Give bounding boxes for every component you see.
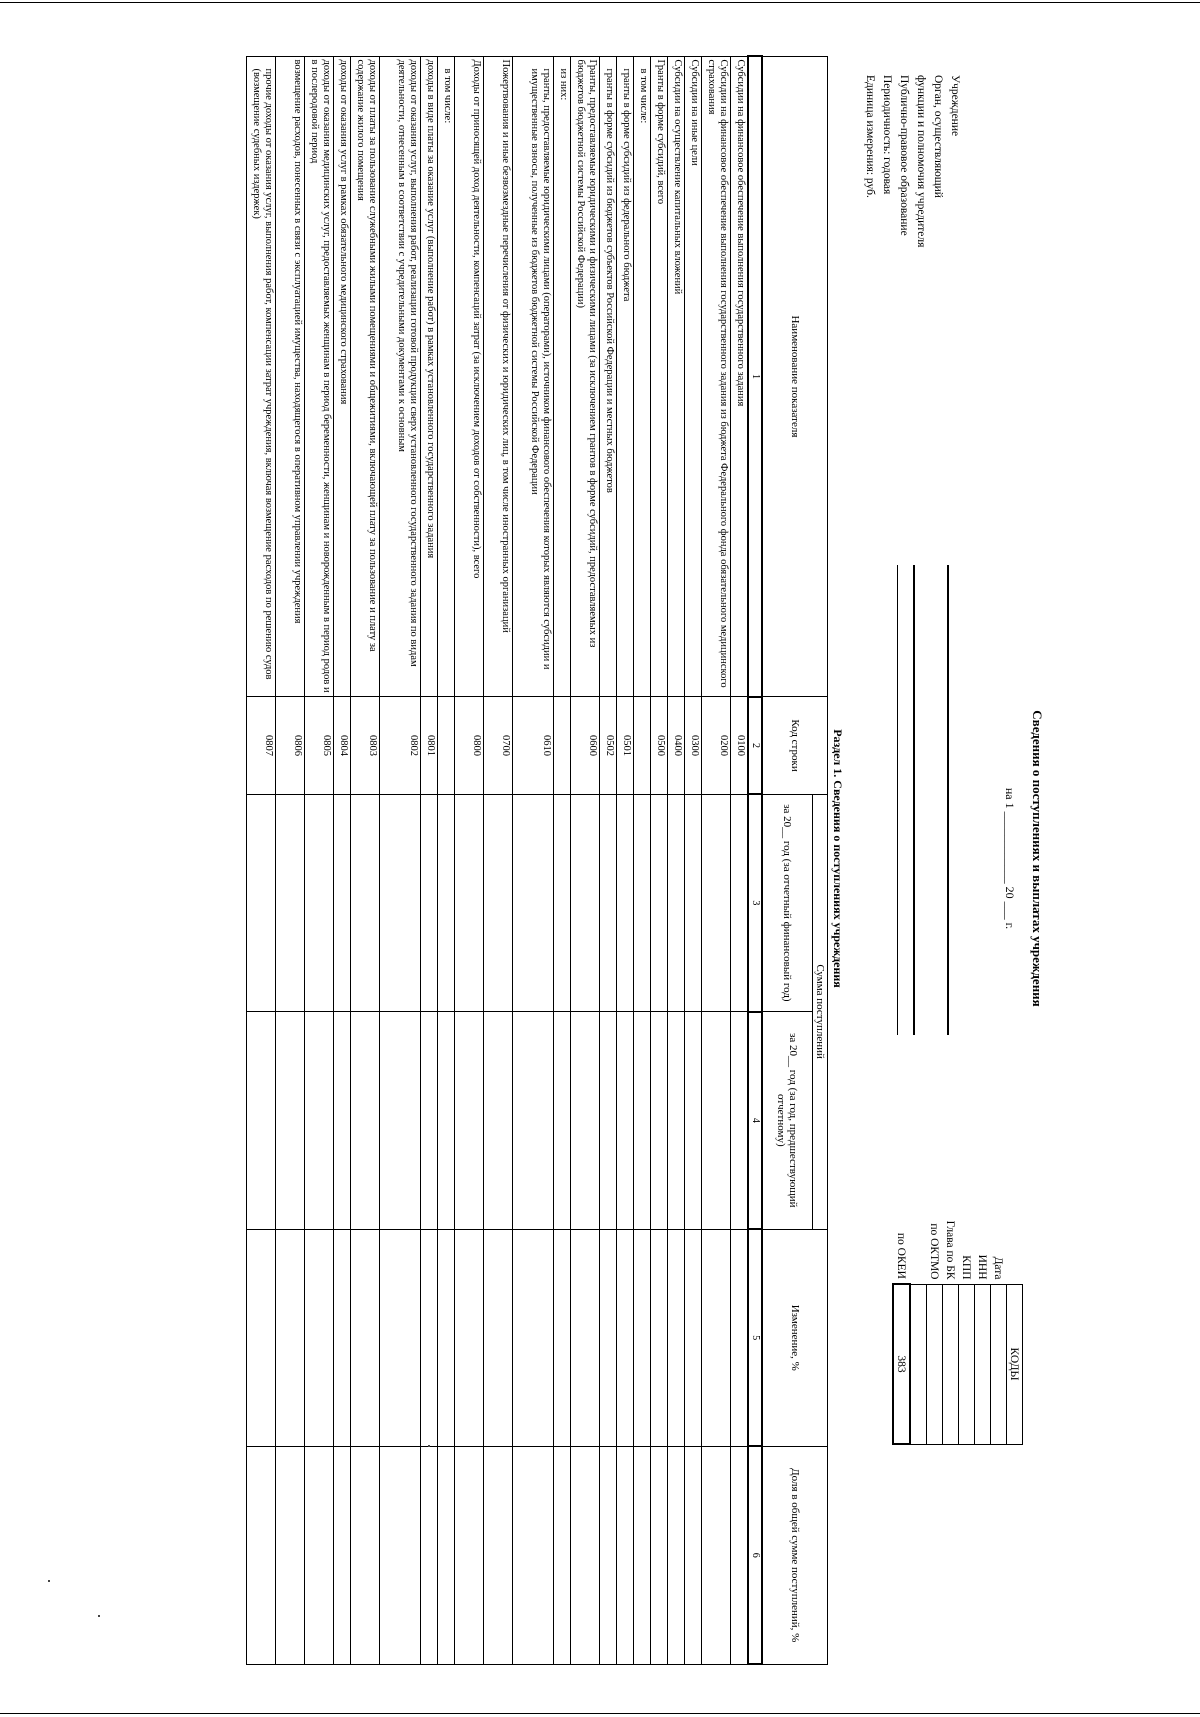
row-value-cell[interactable] — [513, 1012, 554, 1229]
row-value-cell[interactable] — [600, 794, 617, 1011]
row-value-cell[interactable] — [334, 1229, 351, 1446]
row-value-cell[interactable] — [731, 1446, 749, 1664]
row-value-cell[interactable] — [651, 794, 668, 1011]
row-code: 0400 — [668, 697, 685, 794]
receipts-table — [246, 55, 828, 1665]
row-value-cell[interactable] — [305, 794, 334, 1011]
codes-header: КОДЫ — [1007, 1284, 1023, 1444]
row-code: 0300 — [685, 697, 702, 794]
row-value-cell[interactable] — [484, 1446, 513, 1664]
meta-founder-2: функции и полномочия учредителя — [912, 75, 929, 975]
row-name: Субсидии на финансовое обеспечение выполнения государственного задания — [731, 56, 749, 697]
row-value-cell[interactable] — [438, 1229, 455, 1446]
code-label: по ОКТМО — [928, 1223, 941, 1280]
table-row — [247, 56, 276, 1664]
table-row — [731, 56, 749, 1664]
meta-founder: Орган, осуществляющий — [932, 75, 944, 198]
row-value-cell[interactable] — [554, 1012, 571, 1229]
row-value-cell[interactable] — [247, 1229, 276, 1446]
row-code: 0800 — [455, 697, 484, 794]
meta-periodicity: Периодичность: годовая — [881, 75, 893, 195]
code-value — [975, 1284, 991, 1444]
codes-block — [892, 1165, 1023, 1695]
row-value-cell[interactable] — [455, 1012, 484, 1229]
meta-unit: Единица измерения: руб. — [864, 75, 876, 198]
meta-public-entity: Публично-правовое образование — [895, 75, 912, 975]
row-value-cell[interactable] — [513, 794, 554, 1011]
row-value-cell[interactable] — [421, 794, 438, 1011]
row-value-cell[interactable] — [731, 794, 749, 1011]
meta-institution: Учреждение — [946, 75, 963, 975]
row-value-cell[interactable] — [571, 1446, 600, 1664]
table-row — [651, 56, 668, 1664]
row-value-cell[interactable] — [617, 1446, 634, 1664]
row-name: из них: — [554, 56, 571, 697]
scan-speck — [428, 1445, 430, 1447]
scan-speck — [48, 1580, 50, 1582]
row-value-cell[interactable] — [554, 1229, 571, 1446]
row-value-cell[interactable] — [438, 794, 455, 1011]
table-row — [554, 56, 571, 1664]
row-value-cell[interactable] — [702, 1229, 731, 1446]
row-value-cell[interactable] — [380, 794, 421, 1011]
row-code: 0802 — [380, 697, 421, 794]
scan-speck — [98, 1615, 100, 1617]
row-value-cell[interactable] — [305, 1012, 334, 1229]
row-value-cell[interactable] — [651, 1229, 668, 1446]
header-previous-year: за 20__ год (за год, предшествующий отчетному) — [762, 1012, 813, 1229]
row-value-cell[interactable] — [455, 1446, 484, 1664]
row-value-cell[interactable] — [685, 1229, 702, 1446]
row-value-cell[interactable] — [276, 794, 305, 1011]
row-name: доходы от оказания услуг в рамках обязательного медицинского страхования — [334, 56, 351, 697]
row-code: 0100 — [731, 697, 749, 794]
table-row — [455, 56, 484, 1664]
table-row — [685, 56, 702, 1664]
code-label: ИНН — [976, 1254, 989, 1280]
table-row — [617, 56, 634, 1664]
row-value-cell[interactable] — [305, 1229, 334, 1446]
row-value-cell[interactable] — [513, 1446, 554, 1664]
code-label: по ОКЕИ — [895, 1232, 908, 1279]
code-label: КПП — [960, 1255, 973, 1280]
row-name: Субсидии на финансовое обеспечение выполнения государственного задания из бюджета Федерального фонда обязательного медицинского страхования — [702, 56, 731, 697]
table-row — [668, 56, 685, 1664]
row-value-cell[interactable] — [617, 794, 634, 1011]
row-value-cell[interactable] — [685, 794, 702, 1011]
row-value-cell[interactable] — [513, 1229, 554, 1446]
row-name: Субсидии на осуществление капитальных вложений — [668, 56, 685, 697]
table-row — [380, 56, 421, 1664]
code-value: 383 — [893, 1284, 910, 1444]
row-value-cell[interactable] — [438, 1012, 455, 1229]
row-value-cell[interactable] — [617, 1012, 634, 1229]
row-value-cell[interactable] — [247, 1012, 276, 1229]
table-row — [634, 56, 651, 1664]
row-name: возмещение расходов, понесенных в связи с эксплуатацией имущества, находящегося в оперативном управлении учреждения — [276, 56, 305, 697]
row-name: в том числе: — [634, 56, 651, 697]
row-value-cell[interactable] — [351, 1229, 380, 1446]
row-code: 0806 — [276, 697, 305, 794]
table-row — [305, 56, 334, 1664]
table-row — [334, 56, 351, 1664]
row-code: 0501 — [617, 697, 634, 794]
row-value-cell[interactable] — [731, 1229, 749, 1446]
section-title: Раздел 1. Сведения о поступлениях учреждения — [831, 729, 845, 988]
row-name: гранты в форме субсидий из федерального бюджета — [617, 56, 634, 697]
row-name: Пожертвования и иные безвозмездные перечисления от физических и юридических лиц, в том числе иностранных организаций — [484, 56, 513, 697]
table-row — [276, 56, 305, 1664]
code-label: Глава по БК — [944, 1220, 957, 1280]
header-change: Изменение, % — [762, 1229, 828, 1446]
table-row — [421, 56, 438, 1664]
row-code: 0803 — [351, 697, 380, 794]
row-value-cell[interactable] — [731, 1012, 749, 1229]
row-value-cell[interactable] — [438, 1446, 455, 1664]
row-value-cell[interactable] — [668, 794, 685, 1011]
row-value-cell[interactable] — [634, 1012, 651, 1229]
row-value-cell[interactable] — [484, 1229, 513, 1446]
row-code — [438, 697, 455, 794]
code-value — [991, 1284, 1007, 1444]
row-name: доходы от оказания услуг, выполнения работ, реализации готовой продукции сверх установленного государственного задания по видам деятельности, отнесенным в соответствии с учредительными документами к основным — [380, 56, 421, 697]
header-reporting-year: за 20__ год (за отчетный финансовый год) — [762, 794, 813, 1011]
row-value-cell[interactable] — [634, 1446, 651, 1664]
row-name: Доходы от приносящей доход деятельности, компенсаций затрат (за исключением доходов от собственности), всего — [455, 56, 484, 697]
row-name: Гранты, предоставляемые юридическими и физическими лицами (за исключением грантов в форме субсидий, предоставляемых из бюджетов бюджетной системы Российской Федерации) — [571, 56, 600, 697]
row-code: 0610 — [513, 697, 554, 794]
row-value-cell[interactable] — [554, 1446, 571, 1664]
header-code: Код строки — [762, 697, 828, 794]
row-value-cell[interactable] — [305, 1446, 334, 1664]
row-value-cell[interactable] — [351, 1012, 380, 1229]
code-value — [910, 1284, 927, 1444]
row-code: 0500 — [651, 697, 668, 794]
code-value — [927, 1284, 943, 1444]
row-code: 0805 — [305, 697, 334, 794]
row-value-cell[interactable] — [600, 1446, 617, 1664]
table-row — [571, 56, 600, 1664]
row-code — [634, 697, 651, 794]
row-code: 0502 — [600, 697, 617, 794]
row-value-cell[interactable] — [668, 1446, 685, 1664]
row-value-cell[interactable] — [651, 1012, 668, 1229]
row-value-cell[interactable] — [380, 1012, 421, 1229]
form-date-line: на 1 ____________ 20 ___ г. — [1003, 787, 1017, 930]
row-value-cell[interactable] — [247, 794, 276, 1011]
table-row — [513, 56, 554, 1664]
table-row — [600, 56, 617, 1664]
row-value-cell[interactable] — [276, 1012, 305, 1229]
row-value-cell[interactable] — [421, 1012, 438, 1229]
row-value-cell[interactable] — [702, 1012, 731, 1229]
header-share: Доля в общей сумме поступлений, % — [762, 1446, 828, 1664]
row-name: доходы в виде платы за оказание услуг (выполнение работ) в рамках установленного государственного задания — [421, 56, 438, 697]
row-value-cell[interactable] — [334, 1446, 351, 1664]
row-value-cell[interactable] — [380, 1446, 421, 1664]
row-code: 0804 — [334, 697, 351, 794]
row-value-cell[interactable] — [351, 794, 380, 1011]
code-label: Дата — [992, 1256, 1005, 1280]
row-value-cell[interactable] — [617, 1229, 634, 1446]
form-title: Сведения о поступлениях и выплатах учреждения — [1030, 710, 1045, 1007]
table-row — [702, 56, 731, 1664]
row-value-cell[interactable] — [455, 794, 484, 1011]
row-value-cell[interactable] — [421, 1229, 438, 1446]
row-value-cell[interactable] — [247, 1446, 276, 1664]
table-row — [484, 56, 513, 1664]
row-name: доходы от платы за пользование служебными жилыми помещениями и общежитиями, включающей плату за пользование и плату за содержание жилого помещения — [351, 56, 380, 697]
row-code — [554, 697, 571, 794]
header-sum-group: Сумма поступлений — [813, 794, 828, 1229]
row-value-cell[interactable] — [421, 1446, 438, 1664]
row-value-cell[interactable] — [455, 1229, 484, 1446]
row-value-cell[interactable] — [702, 1446, 731, 1664]
column-numbers-row: 1 2 3 4 5 6 — [748, 56, 762, 1664]
row-code: 0700 — [484, 697, 513, 794]
row-value-cell[interactable] — [668, 1229, 685, 1446]
row-value-cell[interactable] — [600, 1229, 617, 1446]
row-name: Субсидии на иные цели — [685, 56, 702, 697]
row-value-cell[interactable] — [571, 1012, 600, 1229]
row-name: в том числе: — [438, 56, 455, 697]
code-value — [943, 1284, 959, 1444]
row-value-cell[interactable] — [685, 1012, 702, 1229]
row-name: Гранты в форме субсидий, всего — [651, 56, 668, 697]
row-code: 0807 — [247, 697, 276, 794]
row-value-cell[interactable] — [484, 1012, 513, 1229]
table-row — [438, 56, 455, 1664]
row-value-cell[interactable] — [484, 794, 513, 1011]
row-name: доходы от оказания медицинских услуг, предоставляемых женщинам в период беременности, женщинам и новорожденным в период родов и в послеродовой период — [305, 56, 334, 697]
row-value-cell[interactable] — [571, 1229, 600, 1446]
row-value-cell[interactable] — [334, 794, 351, 1011]
form-meta — [861, 75, 963, 975]
code-value — [959, 1284, 975, 1444]
row-code: 0801 — [421, 697, 438, 794]
row-value-cell[interactable] — [351, 1446, 380, 1664]
row-value-cell[interactable] — [276, 1446, 305, 1664]
row-value-cell[interactable] — [634, 1229, 651, 1446]
row-value-cell[interactable] — [634, 794, 651, 1011]
row-code: 0200 — [702, 697, 731, 794]
row-value-cell[interactable] — [702, 794, 731, 1011]
row-value-cell[interactable] — [651, 1446, 668, 1664]
row-name: гранты в форме субсидий из бюджетов субъектов Российской Федерации и местных бюджетов — [600, 56, 617, 697]
table-row — [351, 56, 380, 1664]
row-value-cell[interactable] — [554, 794, 571, 1011]
row-value-cell[interactable] — [276, 1229, 305, 1446]
code-label — [910, 1165, 927, 1284]
row-value-cell[interactable] — [600, 1012, 617, 1229]
row-value-cell[interactable] — [668, 1012, 685, 1229]
row-value-cell[interactable] — [380, 1229, 421, 1446]
row-code: 0600 — [571, 697, 600, 794]
row-name: гранты, предоставляемые юридическими лицами (операторами), источником финансового обеспечения которых являются субсидии и имущественные взносы, полученные из бюджетов бюджетной системы Российской Федерации — [513, 56, 554, 697]
header-name: Наименование показателя — [762, 56, 828, 697]
row-name: прочие доходы от оказания услуг, выполнения работ, компенсации затрат учреждения, включая возмещение расходов по решению судов (возмещение судебных издержек) — [247, 56, 276, 697]
row-value-cell[interactable] — [685, 1446, 702, 1664]
row-value-cell[interactable] — [334, 1012, 351, 1229]
row-value-cell[interactable] — [571, 794, 600, 1011]
